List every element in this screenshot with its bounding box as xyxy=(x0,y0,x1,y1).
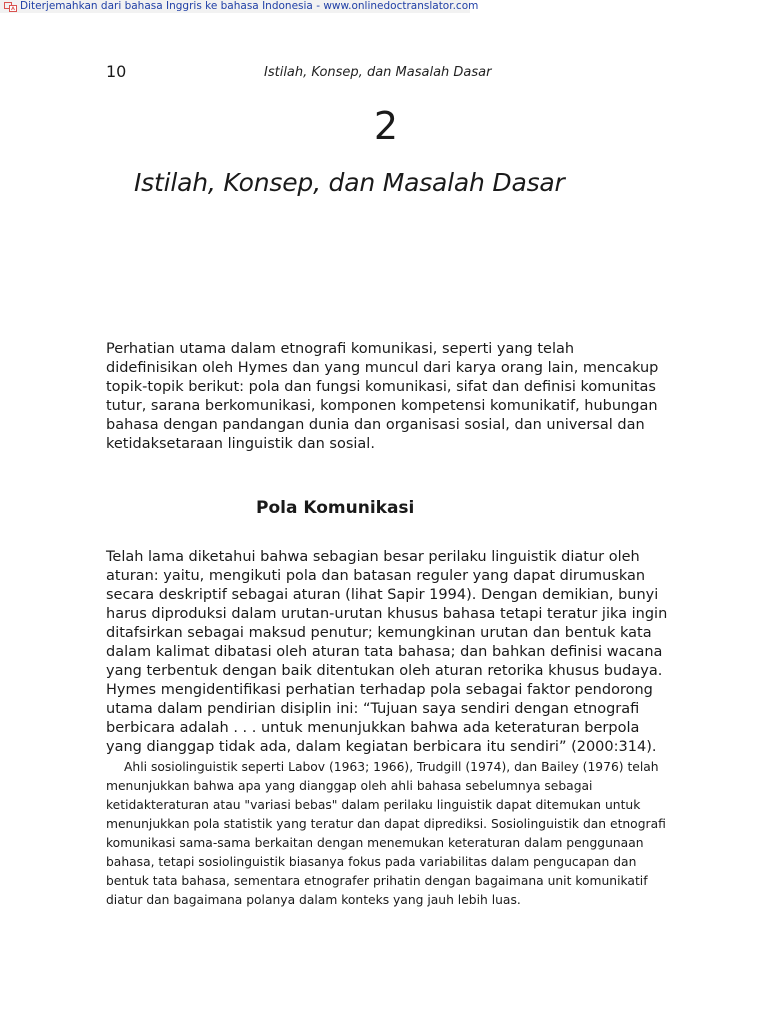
chapter-title: Istilah, Konsep, dan Masalah Dasar xyxy=(134,168,565,197)
page-number: 10 xyxy=(106,62,127,81)
translator-icon xyxy=(4,2,18,12)
body-paragraph-small: Ahli sosiolinguistik seperti Labov (1963; 1966), Trudgill (1974), dan Bailey (1976) telah menunjukkan bahwa apa yang dianggap oleh ahli bahasa sebelumnya sebagai ketidakteraturan atau "variasi bebas" dalam perilaku linguistik dapat ditemukan untuk menunjukkan pola statistik yang teratur dan dapat diprediksi. Sosiolinguistik dan etnografi komunikasi sama-sama berkaitan dengan menemukan keteraturan dalam penggunaan bahasa, tetapi sosiolinguistik biasanya fokus pada variabilitas dalam pengucapan dan bentuk tata bahasa, sementara etnografer prihatin dengan bagaimana unit komunikatif diatur dan bagaimana polanya dalam konteks yang jauh lebih luas. xyxy=(106,760,666,907)
translation-banner[interactable] xyxy=(0,0,479,13)
chapter-number: 2 xyxy=(373,104,399,148)
running-header: Istilah, Konsep, dan Masalah Dasar xyxy=(264,65,492,80)
translation-banner-link[interactable]: Diterjemahkan dari bahasa Inggris ke bahasa Indonesia - www.onlinedoctranslator.com xyxy=(20,0,479,12)
body-paragraph: Telah lama diketahui bahwa sebagian besar perilaku linguistik diatur oleh aturan: yaitu, mengikuti pola dan batasan reguler yang dapat dirumuskan secara deskriptif sebagai aturan (lihat Sapir 1994). Dengan demikian, bunyi harus diproduksi dalam urutan-urutan khusus bahasa tetapi teratur jika ingin ditafsirkan sebagai maksud penutur; kemungkinan urutan dan bentuk kata dalam kalimat dibatasi oleh aturan tata bahasa; dan bahkan definisi wacana yang terbentuk dengan baik ditentukan oleh aturan retorika khusus budaya. Hymes mengidentifikasi perhatian terhadap pola sebagai faktor pendorong utama dalam pendirian disiplin ini: “Tujuan saya sendiri dengan etnografi berbicara adalah . . . untuk menunjukkan bahwa ada keteraturan berpola yang dianggap tidak ada, dalam kegiatan berbicara itu sendiri” (2000:314). xyxy=(106,549,668,755)
intro-paragraph: Perhatian utama dalam etnografi komunikasi, seperti yang telah didefinisikan oleh Hymes dan yang muncul dari karya orang lain, mencakup topik-topik berikut: pola dan fungsi komunikasi, sifat dan definisi komunitas tutur, sarana berkomunikasi, komponen kompetensi komunikatif, hubungan bahasa dengan pandangan dunia dan organisasi sosial, dan universal dan ketidaksetaraan linguistik dan sosial. xyxy=(106,341,659,452)
section-heading: Pola Komunikasi xyxy=(256,498,415,518)
